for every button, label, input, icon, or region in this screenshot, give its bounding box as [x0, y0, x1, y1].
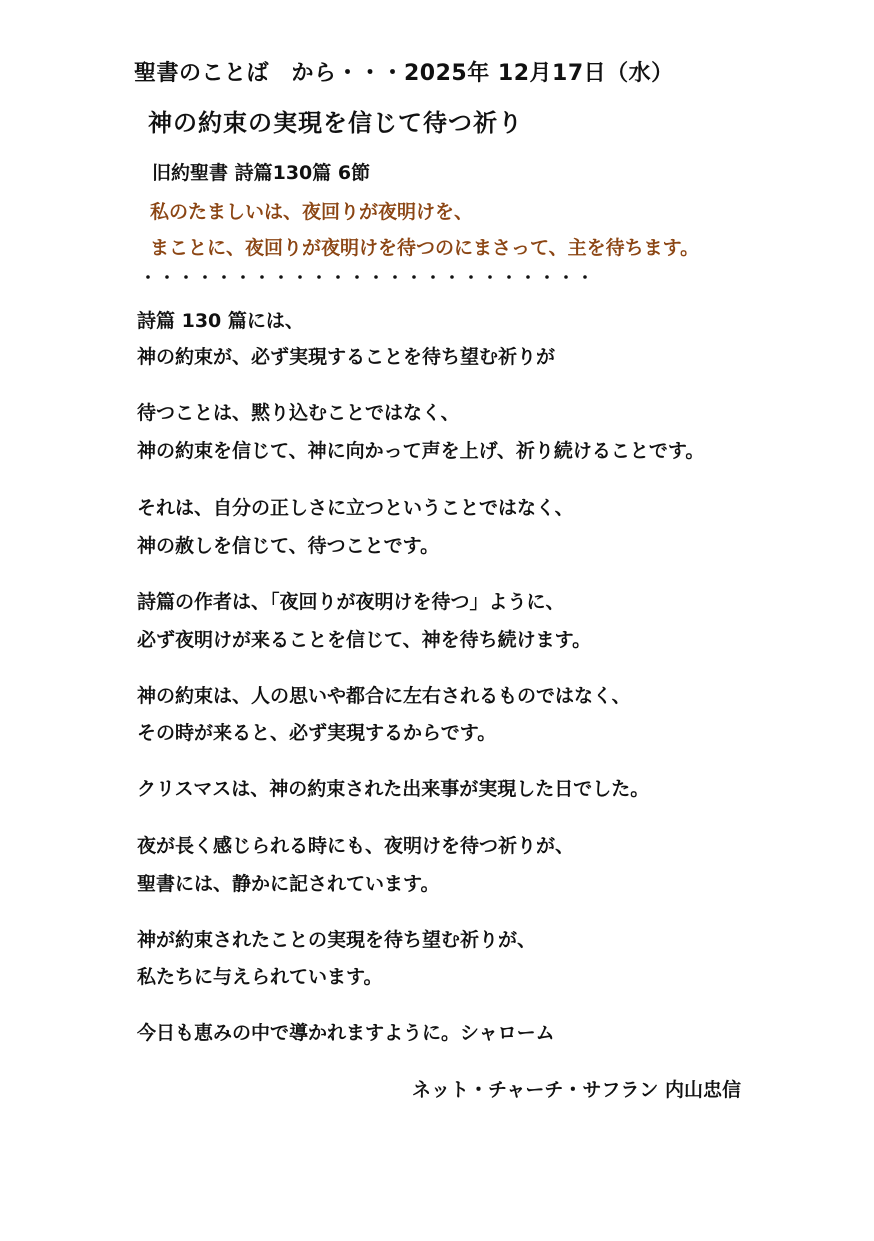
body-text-line: 神の約束を信じて、神に向かって声を上げ、祈り続けることです。: [137, 440, 705, 462]
body-text-line: クリスマスは、神の約束された出来事が実現した日でした。: [137, 778, 650, 800]
scripture-verse-line: 私のたましいは、夜回りが夜明けを、: [150, 201, 474, 223]
dotted-separator: ・・・・・・・・・・・・・・・・・・・・・・・・: [140, 268, 597, 287]
body-text-line: それは、自分の正しさに立つということではなく、: [137, 497, 574, 519]
body-text-line: 神の約束が、必ず実現することを待ち望む祈りが: [137, 346, 556, 368]
body-text-line: その時が来ると、必ず実現するからです。: [137, 722, 497, 744]
body-text-line: 私たちに与えられています。: [137, 966, 383, 988]
body-text-line: 詩篇の作者は、「夜回りが夜明けを待つ」ように、: [137, 591, 565, 613]
body-text-line: 神が約束されたことの実現を待ち望む祈りが、: [137, 929, 537, 951]
body-text-line: 夜が長く感じられる時にも、夜明けを待つ祈りが、: [137, 835, 575, 857]
body-text-line: 神の赦しを信じて、待つことです。: [137, 535, 440, 557]
body-text-line: 聖書には、静かに記されています。: [137, 873, 440, 895]
body-text-line: 詩篇 130 篇には、: [137, 310, 304, 332]
header-date-line: 聖書のことば から・・・2025年 12月17日（水）: [134, 61, 674, 86]
body-text-line: 待つことは、黙り込むことではなく、: [137, 402, 460, 424]
body-text-line: 必ず夜明けが来ることを信じて、神を待ち続けます。: [137, 629, 592, 651]
closing-blessing: 今日も恵みの中で導かれますように。シャローム: [137, 1022, 555, 1044]
scripture-verse-line: まことに、夜回りが夜明けを待つのにまさって、主を待ちます。: [150, 237, 700, 259]
page-title: 神の約束の実現を信じて待つ祈り: [148, 109, 523, 137]
author-signature: ネット・チャーチ・サフラン 内山忠信: [412, 1079, 742, 1101]
scripture-reference: 旧約聖書 詩篇130篇 6節: [152, 162, 371, 184]
body-text-line: 神の約束は、人の思いや都合に左右されるものではなく、: [137, 685, 631, 707]
